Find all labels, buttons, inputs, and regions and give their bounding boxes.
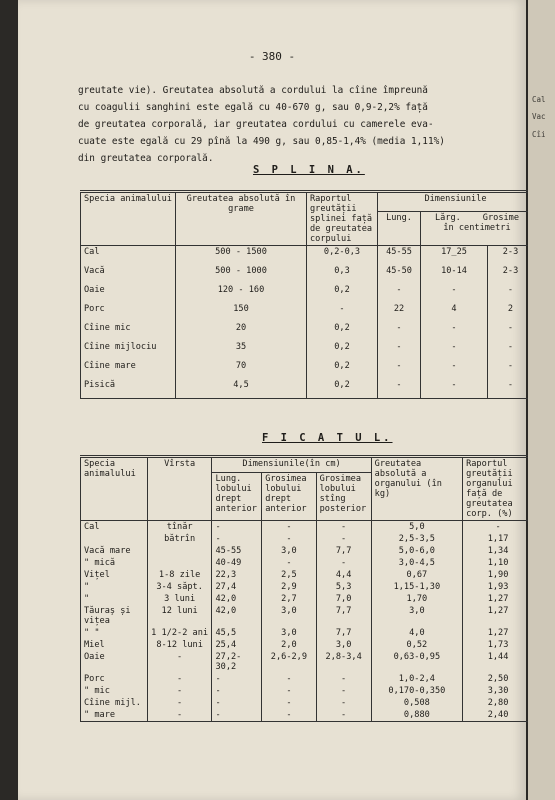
table-cell: -	[378, 360, 421, 379]
table-cell: -	[316, 521, 371, 534]
ficatul-header-weight: Greutatea absolută a organului (în kg)	[371, 457, 462, 521]
table-cell: -	[262, 697, 316, 709]
edge-text-fragment: Cîi	[532, 130, 546, 139]
table-cell: -	[316, 557, 371, 569]
table-cell: -	[421, 284, 488, 303]
table-cell: 20	[176, 322, 307, 341]
table-cell: Cal	[81, 521, 148, 534]
paragraph-line: cuate este egală cu 29 pînă la 490 g, sau 0,85-1,4% (media 1,11%)	[78, 136, 445, 147]
table-cell: -	[463, 521, 534, 534]
table-cell: 3,0	[262, 627, 316, 639]
splina-header-width: Lărg.	[434, 213, 461, 224]
table-cell: -	[212, 533, 262, 545]
table-cell: 7,7	[316, 545, 371, 557]
table-cell: -	[378, 341, 421, 360]
table-cell: 0,2	[307, 322, 378, 341]
table-cell: -	[488, 284, 534, 303]
table-cell: Cal	[81, 246, 176, 266]
splina-header-subcols	[424, 213, 530, 223]
ficatul-row	[81, 593, 534, 605]
table-cell: -	[262, 521, 316, 534]
table-cell: 0,2	[307, 379, 378, 399]
table-cell: 3-4 săpt.	[147, 581, 212, 593]
table-cell: 7,0	[316, 593, 371, 605]
table-cell: 4,0	[371, 627, 462, 639]
table-cell: 0,2	[307, 284, 378, 303]
table-cell: -	[147, 651, 212, 673]
table-cell: 1,44	[463, 651, 534, 673]
table-cell: 0,2	[307, 360, 378, 379]
table-cell: -	[421, 379, 488, 399]
splina-header-ratio: Raportul greutății splinei față de greutatea corpului	[307, 192, 378, 246]
table-cell: tînăr	[147, 521, 212, 534]
table-cell: Cîine mic	[81, 322, 176, 341]
table-cell: 25,4	[212, 639, 262, 651]
table-cell: 1,17	[463, 533, 534, 545]
splina-row	[81, 341, 534, 360]
table-cell: -	[262, 673, 316, 685]
table-cell: 2,7	[262, 593, 316, 605]
table-cell: -	[488, 341, 534, 360]
splina-table-body	[81, 246, 534, 399]
table-cell: 1,27	[463, 593, 534, 605]
splina-header-dims: Dimensiunile	[378, 192, 534, 212]
splina-header-thickness: Grosime	[482, 213, 520, 224]
table-cell: 1,15-1,30	[371, 581, 462, 593]
table-cell: Pisică	[81, 379, 176, 399]
splina-row	[81, 360, 534, 379]
table-cell: 2,80	[463, 697, 534, 709]
splina-header-width-thickness	[421, 212, 534, 246]
paragraph-line: greutate vie). Greutatea absolută a cordului la cîine împreună	[78, 85, 428, 96]
table-cell: 500 - 1000	[176, 265, 307, 284]
splina-row	[81, 284, 534, 303]
table-cell: -	[262, 685, 316, 697]
table-cell: "	[81, 581, 148, 593]
table-cell: 5,0	[371, 521, 462, 534]
ficatul-header-thick-left: Grosimea lobului stîng posterior	[316, 472, 371, 520]
table-cell: 42,0	[212, 593, 262, 605]
ficatul-row	[81, 581, 534, 593]
splina-row	[81, 265, 534, 284]
intro-paragraph	[78, 82, 518, 167]
table-cell: -	[378, 284, 421, 303]
table-cell: 1,70	[371, 593, 462, 605]
ficatul-row	[81, 709, 534, 722]
table-cell: 5,3	[316, 581, 371, 593]
table-cell: 35	[176, 341, 307, 360]
table-cell: 3,0	[371, 605, 462, 627]
ficatul-heading: F I C A T U L.	[262, 432, 393, 444]
ficatul-table	[80, 455, 534, 722]
ficatul-row	[81, 673, 534, 685]
ficatul-row	[81, 569, 534, 581]
table-cell: 500 - 1500	[176, 246, 307, 266]
table-cell: 4,4	[316, 569, 371, 581]
table-cell: 2,8-3,4	[316, 651, 371, 673]
table-cell: -	[316, 673, 371, 685]
table-cell: -	[488, 322, 534, 341]
splina-header-length-label: Lung.	[386, 213, 412, 224]
table-cell: -	[316, 709, 371, 722]
table-cell: 10-14	[421, 265, 488, 284]
table-cell: 45-55	[212, 545, 262, 557]
table-cell: 7,7	[316, 627, 371, 639]
table-cell: -	[378, 379, 421, 399]
table-cell	[147, 557, 212, 569]
table-cell: 0,170-0,350	[371, 685, 462, 697]
splina-header-weight: Greutatea absolută în grame	[176, 192, 307, 246]
table-cell: 1,10	[463, 557, 534, 569]
ficatul-header-thick-right: Grosimea lobului drept anterior	[262, 472, 316, 520]
table-cell: 17_25	[421, 246, 488, 266]
table-cell: "	[81, 593, 148, 605]
table-cell: 1 1/2-2 ani	[147, 627, 212, 639]
adjacent-page-edge	[528, 0, 555, 800]
ficatul-row	[81, 521, 534, 534]
table-cell: 1,73	[463, 639, 534, 651]
ficatul-row	[81, 685, 534, 697]
table-cell: Porc	[81, 673, 148, 685]
table-cell: " "	[81, 627, 148, 639]
table-cell: 0,880	[371, 709, 462, 722]
table-cell: 2,5	[262, 569, 316, 581]
table-cell: " mică	[81, 557, 148, 569]
table-cell: 0,508	[371, 697, 462, 709]
table-cell: -	[147, 709, 212, 722]
ficatul-header-length: Lung. lobului drept anterior	[212, 472, 262, 520]
page-number: - 380 -	[248, 50, 296, 63]
table-cell: 12 luni	[147, 605, 212, 627]
edge-text-fragment: Cal	[532, 95, 546, 104]
ficatul-row	[81, 627, 534, 639]
table-cell: -	[262, 709, 316, 722]
table-cell: Cîine mare	[81, 360, 176, 379]
ficatul-header-species: Specia animalului	[81, 457, 148, 521]
table-cell: 150	[176, 303, 307, 322]
ficatul-row	[81, 651, 534, 673]
table-cell: 5,0-6,0	[371, 545, 462, 557]
ficatul-row	[81, 697, 534, 709]
table-cell: 3,0	[316, 639, 371, 651]
table-cell: 3,0	[262, 545, 316, 557]
splina-row	[81, 322, 534, 341]
ficatul-header-dims: Dimensiunile(în cm)	[212, 457, 371, 473]
table-cell: 2,6-2,9	[262, 651, 316, 673]
table-cell: 45,5	[212, 627, 262, 639]
edge-text-fragment: Vac	[532, 112, 546, 121]
table-cell: Oaie	[81, 284, 176, 303]
table-cell: 22,3	[212, 569, 262, 581]
table-cell: 2,0	[262, 639, 316, 651]
ficatul-row	[81, 533, 534, 545]
table-cell: Porc	[81, 303, 176, 322]
table-cell: -	[212, 685, 262, 697]
table-cell: -	[488, 379, 534, 399]
table-cell: -	[316, 533, 371, 545]
table-cell: Oaie	[81, 651, 148, 673]
table-cell: 2,9	[262, 581, 316, 593]
table-cell: 22	[378, 303, 421, 322]
table-cell: 4	[421, 303, 488, 322]
splina-header-length	[378, 212, 421, 246]
ficatul-header-age: Vîrsta	[147, 457, 212, 521]
table-cell: -	[421, 360, 488, 379]
table-cell: -	[378, 322, 421, 341]
table-cell: 3,0-4,5	[371, 557, 462, 569]
table-cell: -	[212, 709, 262, 722]
splina-table	[80, 190, 534, 399]
table-cell: 2-3	[488, 265, 534, 284]
table-cell: 1,0-2,4	[371, 673, 462, 685]
ficatul-header-ratio: Raportul greutății organului față de greutatea corp. (%)	[463, 457, 534, 521]
ficatul-row	[81, 605, 534, 627]
table-cell: Cîine mijl.	[81, 697, 148, 709]
table-cell: -	[421, 341, 488, 360]
table-cell: -	[316, 685, 371, 697]
table-cell: 40-49	[212, 557, 262, 569]
table-cell: -	[421, 322, 488, 341]
ficatul-table-body	[81, 521, 534, 722]
table-cell: 1,27	[463, 605, 534, 627]
table-cell: " mare	[81, 709, 148, 722]
table-cell: 2-3	[488, 246, 534, 266]
table-cell: 1,27	[463, 627, 534, 639]
paragraph-line: de greutatea corporală, iar greutatea cordului cu camerele eva-	[78, 119, 434, 130]
table-cell: 0,2-0,3	[307, 246, 378, 266]
table-cell: -	[316, 697, 371, 709]
table-cell: 7,7	[316, 605, 371, 627]
book-page	[18, 0, 526, 800]
ficatul-row	[81, 545, 534, 557]
table-cell: Vacă	[81, 265, 176, 284]
table-cell	[147, 545, 212, 557]
table-cell: 70	[176, 360, 307, 379]
splina-header-species: Specia animalului	[81, 192, 176, 246]
table-cell: Miel	[81, 639, 148, 651]
table-cell: 2,50	[463, 673, 534, 685]
table-cell: " mic	[81, 685, 148, 697]
table-cell: 1,34	[463, 545, 534, 557]
ficatul-row	[81, 557, 534, 569]
table-cell	[81, 533, 148, 545]
table-cell: 0,67	[371, 569, 462, 581]
table-cell: 2,40	[463, 709, 534, 722]
table-cell: Tăuraș și vițea	[81, 605, 148, 627]
splina-row	[81, 379, 534, 399]
table-cell: -	[212, 697, 262, 709]
table-cell: -	[212, 673, 262, 685]
table-cell: -	[212, 521, 262, 534]
table-cell: 8-12 luni	[147, 639, 212, 651]
table-cell: 27,4	[212, 581, 262, 593]
table-cell: 1,93	[463, 581, 534, 593]
table-cell: Vacă mare	[81, 545, 148, 557]
table-cell: 2	[488, 303, 534, 322]
table-cell: 3,0	[262, 605, 316, 627]
table-cell: 2,5-3,5	[371, 533, 462, 545]
splina-row	[81, 246, 534, 266]
table-cell: Vițel	[81, 569, 148, 581]
table-cell: 0,2	[307, 341, 378, 360]
table-cell: -	[262, 533, 316, 545]
table-cell: 0,3	[307, 265, 378, 284]
paragraph-line: cu coagulii sanghini este egală cu 40-670 g, sau 0,9-2,2% față	[78, 102, 428, 113]
table-cell: bătrîn	[147, 533, 212, 545]
table-cell: 3 luni	[147, 593, 212, 605]
table-cell: 3,30	[463, 685, 534, 697]
table-cell: 0,63-0,95	[371, 651, 462, 673]
table-cell: -	[488, 360, 534, 379]
table-cell: 27,2-30,2	[212, 651, 262, 673]
table-cell: 45-50	[378, 265, 421, 284]
ficatul-row	[81, 639, 534, 651]
table-cell: 45-55	[378, 246, 421, 266]
splina-heading: S P L I N A.	[253, 164, 365, 176]
table-cell: 0,52	[371, 639, 462, 651]
table-cell: 42,0	[212, 605, 262, 627]
table-cell: -	[307, 303, 378, 322]
table-cell: -	[147, 673, 212, 685]
splina-row	[81, 303, 534, 322]
paragraph-line: din greutatea corporală.	[78, 153, 214, 164]
table-cell: 1-8 zile	[147, 569, 212, 581]
table-cell: -	[262, 557, 316, 569]
table-cell: 120 - 160	[176, 284, 307, 303]
table-cell: -	[147, 685, 212, 697]
splina-header-unit: în centimetri	[443, 223, 511, 234]
table-cell: -	[147, 697, 212, 709]
table-cell: Cîine mijlociu	[81, 341, 176, 360]
table-cell: 4,5	[176, 379, 307, 399]
table-cell: 1,90	[463, 569, 534, 581]
